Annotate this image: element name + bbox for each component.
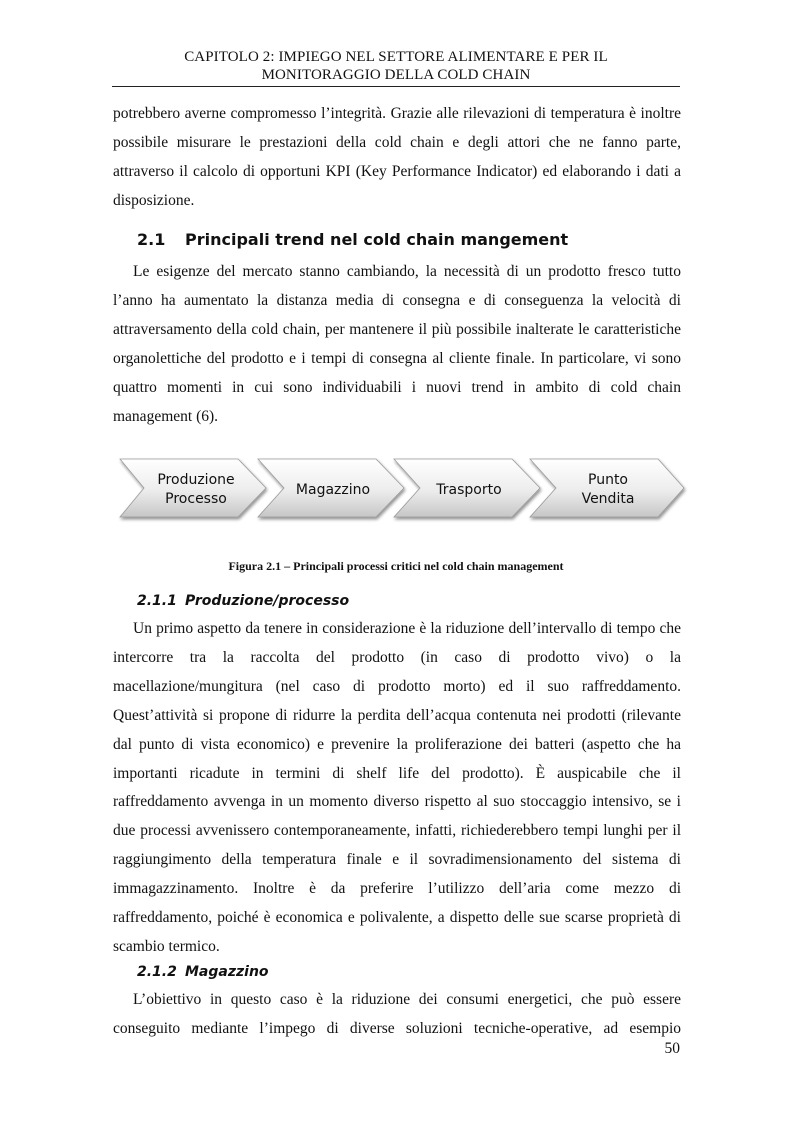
step-4-label-line-2: Vendita xyxy=(581,491,635,507)
running-header-line-1: CAPITOLO 2: IMPIEGO NEL SETTORE ALIMENTARE E PER IL xyxy=(184,49,608,65)
subsection-title: Produzione/processo xyxy=(185,593,350,609)
section-heading-2-1-1 xyxy=(137,591,349,611)
section-2-1-paragraph: Le esigenze del mercato stanno cambiando, la necessità di un prodotto fresco tutto l’anno ha aumentato la distanza media di consegna e di conseguenza la velocità di attraversamento della cold chain, per mantenere il più possibile inalterate le caratteristiche organolettiche del prodotto e i tempi di consegna al cliente finale. In particolare, vi sono quattro momenti in cui sono individuabili i nuovi trend in ambito di cold chain management (6). xyxy=(113,263,681,425)
subsection-number: 2.1.1 xyxy=(137,593,177,609)
page-number: 50 xyxy=(664,1040,680,1057)
section-2-1-1-paragraph: Un primo aspetto da tenere in considerazione è la riduzione dell’intervallo di tempo che intercorre tra la raccolta del prodotto (in caso di prodotto vivo) o la macellazione/mungitura (nel caso di prodotto morto) ed il suo raffreddamento. Quest’attività si propone di ridurre la perdita dell’acqua contenuta nei prodotti (rilevante dal punto di vista economico) e prevenire la proliferazione dei batteri (aspetto che ha importanti ricadute in termini di shelf life del prodotto). È auspicabile che il raffreddamento avvenga in un momento diverso rispetto al suo stoccaggio intensivo, se i due processi avvenissero contemporaneamente, infatti, richiederebbero tempi lunghi per il raggiungimento della temperatura finale e il sovradimensionamento del sistema di immagazzinamento. Inoltre è da preferire l’utilizzo dell’aria come mezzo di raffreddamento, poiché è economica e polivalente, a dispetto delle sue scarse proprietà di scambio termico. xyxy=(113,620,681,955)
running-header-line-2: MONITORAGGIO DELLA COLD CHAIN xyxy=(261,67,531,83)
step-3-label: Trasporto xyxy=(436,482,502,498)
step-4-label-line-1: Punto xyxy=(588,472,628,488)
step-1-label-line-1: Produzione xyxy=(157,472,235,488)
process-flow-diagram xyxy=(118,455,690,525)
header-rule xyxy=(112,86,680,87)
section-heading-2-1-2 xyxy=(137,962,269,982)
section-title: Principali trend nel cold chain mangement xyxy=(185,230,569,249)
step-1-label-line-2: Processo xyxy=(165,491,227,507)
intro-paragraph: potrebbero averne compromesso l’integrità. Grazie alle rilevazioni di temperatura è inoltre possibile misurare le prestazioni della cold chain e degli attori che ne fanno parte, attraverso il calcolo di opportuni KPI (Key Performance Indicator) ed elaborando i dati a disposizione. xyxy=(113,105,681,209)
section-heading-2-1 xyxy=(137,228,568,252)
figure-caption: Figura 2.1 – Principali processi critici nel cold chain management xyxy=(228,559,564,573)
section-number: 2.1 xyxy=(137,230,166,249)
subsection-number: 2.1.2 xyxy=(137,964,177,980)
step-2-label: Magazzino xyxy=(295,482,371,498)
subsection-title: Magazzino xyxy=(185,964,269,980)
running-header xyxy=(112,48,680,84)
chevron-step-1 xyxy=(120,459,266,517)
chevron-step-4 xyxy=(530,459,684,517)
section-2-1-2-paragraph: L’obiettivo in questo caso è la riduzione dei consumi energetici, che può essere conseguito mediante l’impego di diverse soluzioni tecniche-operative, ad esempio xyxy=(113,991,681,1037)
